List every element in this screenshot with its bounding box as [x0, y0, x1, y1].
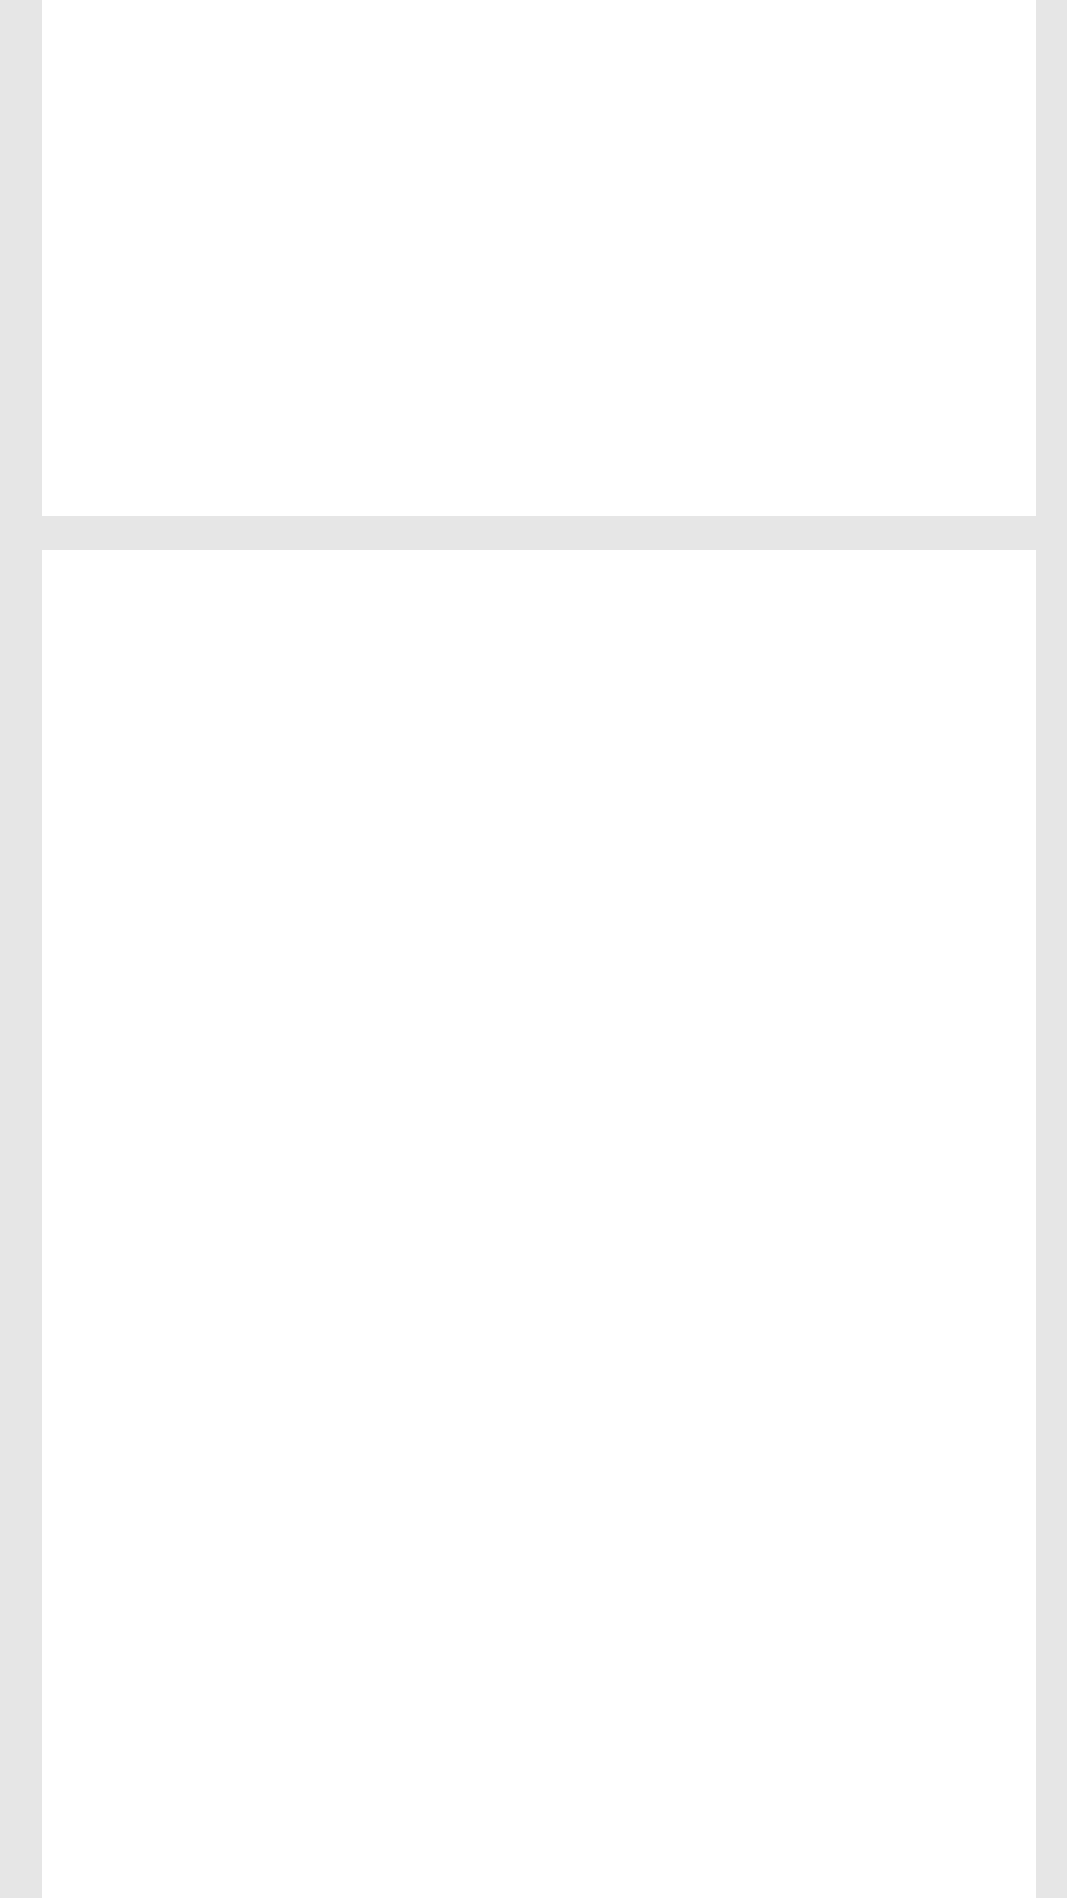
- flag-bar-red: [559, 1770, 663, 1774]
- document-page-2: [42, 550, 1036, 1898]
- document-page-1: [42, 0, 1036, 516]
- flag-bar-yellow: [455, 364, 559, 368]
- flag-bar-red: [559, 364, 663, 368]
- flag-bar-blue: [351, 364, 455, 368]
- flag-bar-blue: [351, 1770, 455, 1774]
- flag-bar-yellow: [455, 1770, 559, 1774]
